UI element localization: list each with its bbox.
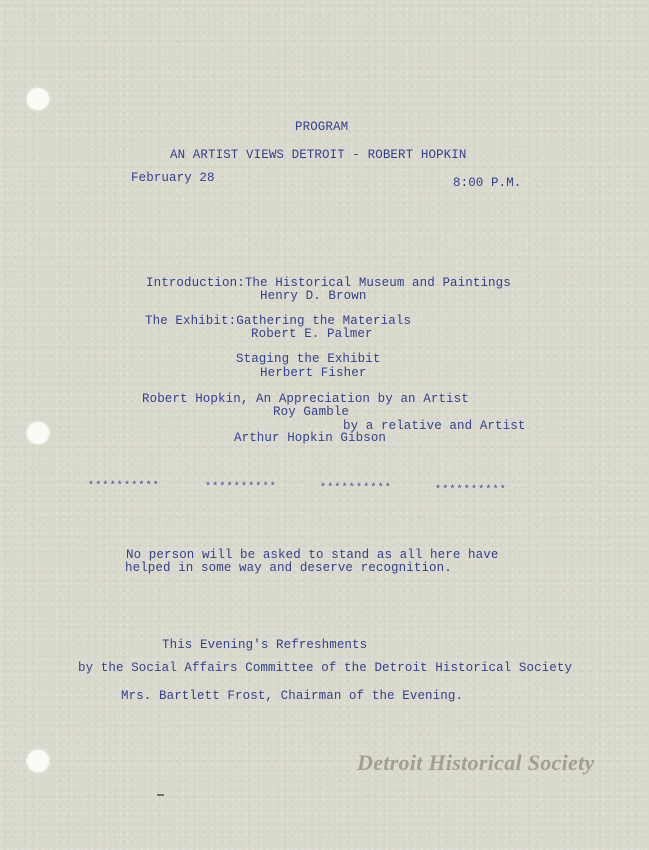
- separator-stars: **********: [88, 481, 161, 492]
- note-line: helped in some way and deserve recognition.: [125, 561, 452, 575]
- program-item-speaker: Herbert Fisher: [260, 366, 367, 380]
- event-date: February 28: [131, 171, 215, 185]
- refreshments-heading: This Evening's Refreshments: [162, 638, 368, 652]
- watermark-text: Detroit Historical Society: [357, 750, 595, 775]
- punch-hole: [27, 750, 49, 772]
- program-item-subtitle: by a relative and Artist: [343, 419, 526, 433]
- program-item-speaker: Henry D. Brown: [260, 289, 367, 303]
- chairman-line: Mrs. Bartlett Frost, Chairman of the Evening.: [121, 689, 464, 703]
- document-subtitle: AN ARTIST VIEWS DETROIT - ROBERT HOPKIN: [170, 148, 467, 162]
- separator-stars: **********: [320, 483, 393, 494]
- program-item-title: Staging the Exhibit: [236, 352, 381, 366]
- separator-stars: **********: [435, 485, 508, 496]
- punch-hole: [27, 88, 49, 110]
- program-item-title: The Exhibit:Gathering the Materials: [145, 314, 412, 328]
- separator-stars: **********: [205, 482, 278, 493]
- refreshments-by: by the Social Affairs Committee of the Detroit Historical Society: [78, 661, 573, 675]
- program-item-title: Introduction:The Historical Museum and Paintings: [146, 276, 511, 290]
- event-time: 8:00 P.M.: [453, 176, 522, 190]
- program-item-speaker: Roy Gamble: [273, 405, 350, 419]
- program-item-speaker: Arthur Hopkin Gibson: [234, 431, 387, 445]
- punch-hole: [27, 422, 49, 444]
- paper-speck: [157, 794, 164, 796]
- document-title: PROGRAM: [295, 120, 349, 134]
- program-item-title: Robert Hopkin, An Appreciation by an Artist: [142, 392, 469, 406]
- program-item-speaker: Robert E. Palmer: [251, 327, 373, 341]
- note-line: No person will be asked to stand as all here have: [126, 548, 499, 562]
